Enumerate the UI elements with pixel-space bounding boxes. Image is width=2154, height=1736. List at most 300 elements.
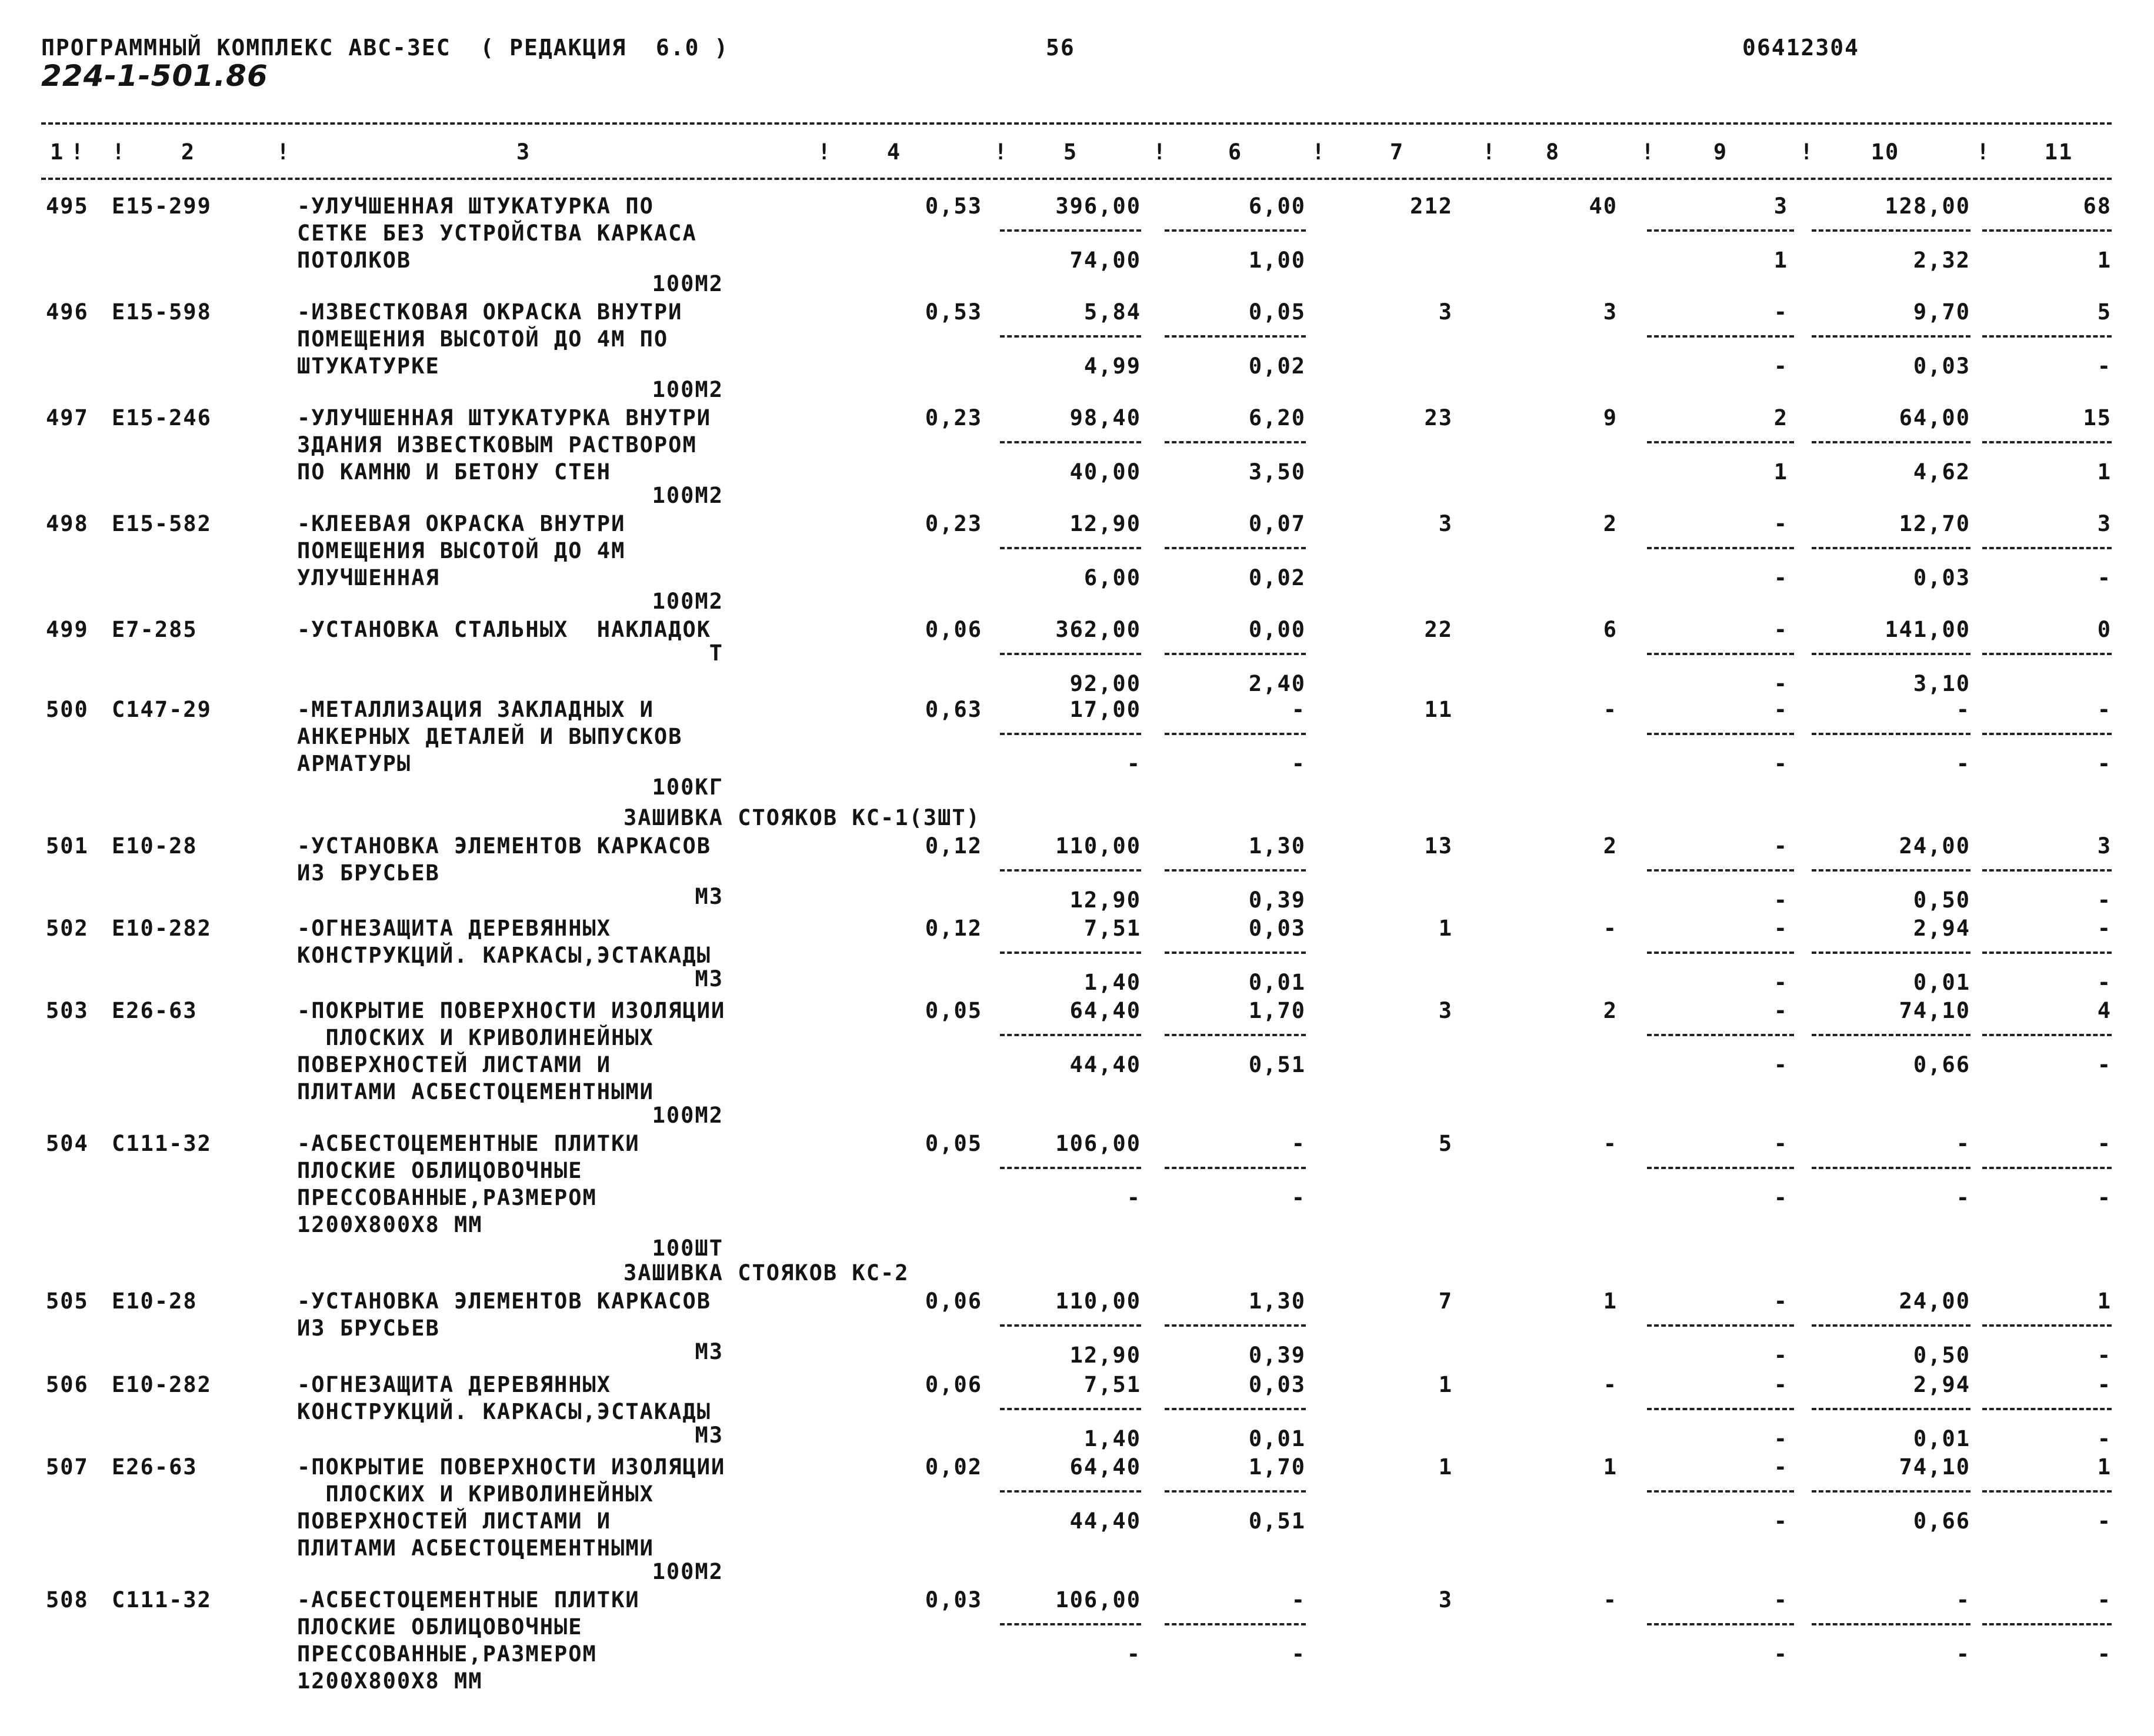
col10-value: 9,70 [1913, 299, 1970, 325]
col10-value: - [1956, 697, 1970, 722]
column-header-5: 5 [1063, 139, 1078, 165]
subtotal-rule [1647, 1034, 1794, 1036]
description-line: ПОТОЛКОВ [297, 248, 412, 273]
description-line: ПЛИТАМИ АСБЕСТОЦЕМЕНТНЫМИ [297, 1535, 654, 1561]
col11-secondary: - [2097, 1343, 2112, 1368]
description-line: ПРЕССОВАННЫЕ,РАЗМЕРОМ [297, 1641, 597, 1667]
col10-value: 64,00 [1899, 405, 1970, 430]
subtotal-rule [1647, 869, 1794, 872]
row-number: 502 [46, 916, 89, 941]
document-code: 06412304 [1742, 35, 1860, 61]
description-line: ПОМЕЩЕНИЯ ВЫСОТОЙ ДО 4М [297, 538, 626, 563]
description-line: ПЛОСКИХ И КРИВОЛИНЕЙНЫХ [297, 1025, 654, 1050]
col9-secondary: 1 [1773, 459, 1788, 485]
unit: М3 [695, 1423, 723, 1448]
column-separator: ! [1641, 139, 1656, 165]
column-separator: ! [1482, 139, 1497, 165]
col9-secondary: - [1773, 1052, 1788, 1077]
subtotal-rule [1647, 733, 1794, 735]
subtotal-rule [1647, 229, 1794, 232]
col7-value: 5 [1438, 1131, 1453, 1156]
subtotal-rule [1000, 1408, 1141, 1410]
description-line: ПЛИТАМИ АСБЕСТОЦЕМЕНТНЫМИ [297, 1079, 654, 1104]
column-separator: ! [1976, 139, 1991, 165]
column-header-8: 8 [1545, 139, 1561, 165]
col9-secondary: - [1773, 353, 1788, 379]
row-number: 497 [46, 405, 89, 430]
subtotal-rule [1165, 1167, 1306, 1169]
col5-secondary: 1,40 [1083, 1426, 1141, 1451]
col8-value: 1 [1603, 1454, 1618, 1480]
quantity: 0,03 [925, 1587, 982, 1613]
rate-code: Е10-282 [112, 916, 212, 941]
col7-value: 22 [1424, 617, 1453, 642]
rate-code: С111-32 [112, 1587, 212, 1613]
description-line: ИЗ БРУСЬЕВ [297, 860, 440, 886]
col11-value: 15 [2083, 405, 2112, 430]
subtotal-rule [1000, 1490, 1141, 1493]
col11-secondary: - [2097, 1185, 2112, 1210]
col9-secondary: - [1773, 1641, 1788, 1667]
column-header-9: 9 [1713, 139, 1728, 165]
subtotal-rule [1982, 1034, 2112, 1036]
col9-value: - [1773, 697, 1788, 722]
col5-secondary: 44,40 [1069, 1052, 1141, 1077]
col6-secondary: 0,51 [1248, 1508, 1306, 1534]
unit: 100ШТ [652, 1236, 723, 1261]
description-line: ШТУКАТУРКЕ [297, 353, 440, 379]
section-title: ЗАШИВКА СТОЯКОВ КС-2 [623, 1260, 909, 1286]
column-header-2: 2 [181, 139, 196, 165]
subtotal-rule [1812, 653, 1970, 655]
column-header-10: 10 [1870, 139, 1900, 165]
col7-value: 3 [1438, 998, 1453, 1023]
col5-value: 106,00 [1055, 1131, 1141, 1156]
subtotal-rule [1982, 1490, 2112, 1493]
col6-value: 0,03 [1248, 1372, 1306, 1397]
col11-secondary: - [2097, 353, 2112, 379]
col7-value: 212 [1410, 193, 1453, 219]
unit: 100М2 [652, 483, 723, 508]
subtotal-rule [1812, 335, 1970, 338]
description-line: 1200Х800Х8 ММ [297, 1668, 483, 1694]
column-separator: ! [1800, 139, 1815, 165]
rate-code: Е15-598 [112, 299, 212, 325]
column-separator: ! [994, 139, 1009, 165]
subtotal-rule [1982, 1167, 2112, 1169]
col10-secondary: - [1956, 1185, 1970, 1210]
rate-code: Е10-28 [112, 1288, 198, 1314]
col10-secondary: 0,50 [1913, 1343, 1970, 1368]
description-line: -АСБЕСТОЦЕМЕНТНЫЕ ПЛИТКИ [297, 1131, 640, 1156]
col10-value: 74,10 [1899, 1454, 1970, 1480]
col5-secondary: - [1126, 1185, 1141, 1210]
col10-value: 128,00 [1885, 193, 1970, 219]
col5-value: 12,90 [1069, 511, 1141, 536]
col11-value: - [2097, 1587, 2112, 1613]
column-separator: ! [1312, 139, 1326, 165]
col11-value: 4 [2097, 998, 2112, 1023]
col11-value: 1 [2097, 1288, 2112, 1314]
col11-secondary: - [2097, 751, 2112, 776]
subtotal-rule [1000, 1034, 1141, 1036]
subtotal-rule [1165, 1408, 1306, 1410]
col9-secondary: - [1773, 1343, 1788, 1368]
col6-secondary: - [1291, 1641, 1306, 1667]
col5-value: 17,00 [1069, 697, 1141, 722]
col8-value: 1 [1603, 1288, 1618, 1314]
quantity: 0,12 [925, 833, 982, 859]
col6-secondary: 0,01 [1248, 1426, 1306, 1451]
unit: 100М2 [652, 271, 723, 296]
subtotal-rule [1000, 1623, 1141, 1625]
rate-code: Е10-282 [112, 1372, 212, 1397]
subtotal-rule [1982, 547, 2112, 549]
subtotal-rule [1000, 229, 1141, 232]
subtotal-rule [1812, 1324, 1970, 1327]
col5-value: 110,00 [1055, 833, 1141, 859]
subtotal-rule [1647, 335, 1794, 338]
col6-value: - [1291, 1131, 1306, 1156]
col10-secondary: 4,62 [1913, 459, 1970, 485]
col10-value: - [1956, 1587, 1970, 1613]
col6-secondary: 2,40 [1248, 671, 1306, 696]
col6-value: 0,00 [1248, 617, 1306, 642]
subtotal-rule [1000, 1167, 1141, 1169]
col5-secondary: 40,00 [1069, 459, 1141, 485]
quantity: 0,23 [925, 405, 982, 430]
col5-secondary: 12,90 [1069, 887, 1141, 913]
col8-value: 2 [1603, 998, 1618, 1023]
rate-code: Е26-63 [112, 998, 198, 1023]
subtotal-rule [1647, 952, 1794, 954]
col9-value: - [1773, 299, 1788, 325]
quantity: 0,63 [925, 697, 982, 722]
col5-value: 64,40 [1069, 998, 1141, 1023]
subtotal-rule [1982, 869, 2112, 872]
col11-value: 1 [2097, 1454, 2112, 1480]
col7-value: 23 [1424, 405, 1453, 430]
header-rule [41, 178, 2112, 180]
col5-secondary: 4,99 [1083, 353, 1141, 379]
subtotal-rule [1165, 1034, 1306, 1036]
handwritten-doc-number: 224-1-501.86 [41, 59, 268, 93]
col6-secondary: - [1291, 751, 1306, 776]
col10-secondary: 0,01 [1913, 970, 1970, 995]
col10-value: 24,00 [1899, 1288, 1970, 1314]
col6-value: 6,00 [1248, 193, 1306, 219]
col11-value: 5 [2097, 299, 2112, 325]
row-number: 501 [46, 833, 89, 859]
col6-value: 1,70 [1248, 1454, 1306, 1480]
col8-value: 3 [1603, 299, 1618, 325]
row-number: 500 [46, 697, 89, 722]
col6-value: 1,30 [1248, 833, 1306, 859]
subtotal-rule [1165, 869, 1306, 872]
col10-secondary: - [1956, 751, 1970, 776]
column-header-4: 4 [886, 139, 902, 165]
subtotal-rule [1647, 1408, 1794, 1410]
subtotal-rule [1812, 1034, 1970, 1036]
description-line: ПОВЕРХНОСТЕЙ ЛИСТАМИ И [297, 1052, 612, 1077]
col9-value: 3 [1773, 193, 1788, 219]
col11-secondary: - [2097, 1641, 2112, 1667]
subtotal-rule [1982, 1623, 2112, 1625]
quantity: 0,53 [925, 299, 982, 325]
column-header-3: 3 [516, 139, 531, 165]
col6-secondary: 0,02 [1248, 565, 1306, 590]
description-line: -УЛУЧШЕННАЯ ШТУКАТУРКА ПО [297, 193, 654, 219]
col6-secondary: 0,39 [1248, 887, 1306, 913]
col5-secondary: 6,00 [1083, 565, 1141, 590]
col7-value: 1 [1438, 1454, 1453, 1480]
col6-value: 6,20 [1248, 405, 1306, 430]
subtotal-rule [1165, 441, 1306, 443]
subtotal-rule [1165, 952, 1306, 954]
col5-value: 110,00 [1055, 1288, 1141, 1314]
quantity: 0,12 [925, 916, 982, 941]
row-number: 499 [46, 617, 89, 642]
subtotal-rule [1812, 952, 1970, 954]
unit: М3 [695, 966, 723, 991]
col6-secondary: 1,00 [1248, 248, 1306, 273]
subtotal-rule [1165, 653, 1306, 655]
description-line: 1200Х800Х8 ММ [297, 1212, 483, 1237]
subtotal-rule [1000, 441, 1141, 443]
rate-code: Е15-246 [112, 405, 212, 430]
subtotal-rule [1165, 229, 1306, 232]
description-line: -АСБЕСТОЦЕМЕНТНЫЕ ПЛИТКИ [297, 1587, 640, 1613]
unit: М3 [695, 1339, 723, 1364]
col9-secondary: - [1773, 751, 1788, 776]
subtotal-rule [1165, 547, 1306, 549]
quantity: 0,06 [925, 1372, 982, 1397]
subtotal-rule [1982, 952, 2112, 954]
col5-secondary: 74,00 [1069, 248, 1141, 273]
col7-value: 13 [1424, 833, 1453, 859]
column-separator: ! [276, 139, 291, 165]
rate-code: С147-29 [112, 697, 212, 722]
col11-value: - [2097, 697, 2112, 722]
unit: М3 [695, 884, 723, 909]
description-line: -ОГНЕЗАЩИТА ДЕРЕВЯННЫХ [297, 1372, 612, 1397]
col10-secondary: - [1956, 1641, 1970, 1667]
col6-value: - [1291, 697, 1306, 722]
col6-secondary: 0,51 [1248, 1052, 1306, 1077]
col9-secondary: - [1773, 1426, 1788, 1451]
col5-value: 64,40 [1069, 1454, 1141, 1480]
row-number: 506 [46, 1372, 89, 1397]
subtotal-rule [1982, 441, 2112, 443]
quantity: 0,06 [925, 1288, 982, 1314]
col10-secondary: 0,01 [1913, 1426, 1970, 1451]
column-header-7: 7 [1389, 139, 1405, 165]
subtotal-rule [1812, 229, 1970, 232]
col5-value: 106,00 [1055, 1587, 1141, 1613]
subtotal-rule [1165, 1490, 1306, 1493]
subtotal-rule [1000, 547, 1141, 549]
col10-secondary: 2,32 [1913, 248, 1970, 273]
col11-secondary: - [2097, 1508, 2112, 1534]
col11-value: 3 [2097, 511, 2112, 536]
description-line: -КЛЕЕВАЯ ОКРАСКА ВНУТРИ [297, 511, 626, 536]
column-separator: ! [112, 139, 126, 165]
col5-value: 362,00 [1055, 617, 1141, 642]
row-number: 498 [46, 511, 89, 536]
col11-value: 3 [2097, 833, 2112, 859]
col10-secondary: 0,03 [1913, 565, 1970, 590]
quantity: 0,06 [925, 617, 982, 642]
col6-secondary: 0,39 [1248, 1343, 1306, 1368]
col9-secondary: - [1773, 565, 1788, 590]
col10-value: 24,00 [1899, 833, 1970, 859]
rate-code: Е15-299 [112, 193, 212, 219]
col8-value: 2 [1603, 833, 1618, 859]
subtotal-rule [1647, 1167, 1794, 1169]
description-line: -ИЗВЕСТКОВАЯ ОКРАСКА ВНУТРИ [297, 299, 683, 325]
col6-secondary: 3,50 [1248, 459, 1306, 485]
rate-code: Е26-63 [112, 1454, 198, 1480]
subtotal-rule [1982, 1408, 2112, 1410]
subtotal-rule [1812, 733, 1970, 735]
col6-secondary: 0,02 [1248, 353, 1306, 379]
col10-value: 141,00 [1885, 617, 1970, 642]
subtotal-rule [1647, 441, 1794, 443]
column-header-11: 11 [2044, 139, 2073, 165]
col9-secondary: - [1773, 970, 1788, 995]
subtotal-rule [1165, 733, 1306, 735]
col9-secondary: 1 [1773, 248, 1788, 273]
col7-value: 1 [1438, 916, 1453, 941]
subtotal-rule [1982, 229, 2112, 232]
description-line: ЗДАНИЯ ИЗВЕСТКОВЫМ РАСТВОРОМ [297, 432, 697, 458]
subtotal-rule [1812, 1167, 1970, 1169]
subtotal-rule [1982, 733, 2112, 735]
description-line: -ПОКРЫТИЕ ПОВЕРХНОСТИ ИЗОЛЯЦИИ [297, 1454, 726, 1480]
quantity: 0,05 [925, 1131, 982, 1156]
col6-value: 1,70 [1248, 998, 1306, 1023]
col11-secondary: 1 [2097, 248, 2112, 273]
subtotal-rule [1812, 1408, 1970, 1410]
row-number: 495 [46, 193, 89, 219]
column-header-6: 6 [1228, 139, 1243, 165]
rate-code: Е15-582 [112, 511, 212, 536]
col7-value: 7 [1438, 1288, 1453, 1314]
description-line: ИЗ БРУСЬЕВ [297, 1316, 440, 1341]
col7-value: 11 [1424, 697, 1453, 722]
col10-value: - [1956, 1131, 1970, 1156]
description-line: -УСТАНОВКА СТАЛЬНЫХ НАКЛАДОК [297, 617, 712, 642]
col5-value: 5,84 [1083, 299, 1141, 325]
col5-secondary: 12,90 [1069, 1343, 1141, 1368]
description-line: ПО КАМНЮ И БЕТОНУ СТЕН [297, 459, 612, 485]
col5-secondary: - [1126, 1641, 1141, 1667]
col5-value: 7,51 [1083, 1372, 1141, 1397]
description-line: КОНСТРУКЦИЙ. КАРКАСЫ,ЭСТАКАДЫ [297, 943, 712, 968]
subtotal-rule [1647, 1324, 1794, 1327]
col7-value: 3 [1438, 511, 1453, 536]
col6-secondary: 0,01 [1248, 970, 1306, 995]
subtotal-rule [1647, 547, 1794, 549]
col11-value: 68 [2083, 193, 2112, 219]
col10-value: 2,94 [1913, 916, 1970, 941]
col11-secondary: - [2097, 565, 2112, 590]
col6-value: 0,07 [1248, 511, 1306, 536]
subtotal-rule [1812, 869, 1970, 872]
col5-value: 98,40 [1069, 405, 1141, 430]
col9-value: - [1773, 833, 1788, 859]
col7-value: 3 [1438, 299, 1453, 325]
row-number: 503 [46, 998, 89, 1023]
col5-secondary: - [1126, 751, 1141, 776]
col9-value: - [1773, 1454, 1788, 1480]
unit: 100М2 [652, 1559, 723, 1584]
col10-secondary: 0,50 [1913, 887, 1970, 913]
col8-value: - [1603, 1131, 1618, 1156]
subtotal-rule [1812, 547, 1970, 549]
subtotal-rule [1647, 653, 1794, 655]
col10-secondary: 0,03 [1913, 353, 1970, 379]
subtotal-rule [1982, 335, 2112, 338]
col8-value: - [1603, 916, 1618, 941]
subtotal-rule [1000, 733, 1141, 735]
subtotal-rule [1165, 1324, 1306, 1327]
quantity: 0,02 [925, 1454, 982, 1480]
row-number: 504 [46, 1131, 89, 1156]
description-line: ПОВЕРХНОСТЕЙ ЛИСТАМИ И [297, 1508, 612, 1534]
page-number: 56 [1046, 35, 1075, 61]
description-line: АРМАТУРЫ [297, 751, 412, 776]
col5-secondary: 92,00 [1069, 671, 1141, 696]
subtotal-rule [1000, 335, 1141, 338]
col9-secondary: - [1773, 1185, 1788, 1210]
col7-value: 1 [1438, 1372, 1453, 1397]
col8-value: - [1603, 1587, 1618, 1613]
description-line: -ОГНЕЗАЩИТА ДЕРЕВЯННЫХ [297, 916, 612, 941]
col8-value: 9 [1603, 405, 1618, 430]
col5-secondary: 1,40 [1083, 970, 1141, 995]
col5-value: 7,51 [1083, 916, 1141, 941]
col7-value: 3 [1438, 1587, 1453, 1613]
description-line: -ПОКРЫТИЕ ПОВЕРХНОСТИ ИЗОЛЯЦИИ [297, 998, 726, 1023]
col11-secondary: 1 [2097, 459, 2112, 485]
col9-value: - [1773, 916, 1788, 941]
col9-value: - [1773, 1288, 1788, 1314]
col8-value: - [1603, 697, 1618, 722]
col9-value: 2 [1773, 405, 1788, 430]
subtotal-rule [1812, 441, 1970, 443]
col8-value: 2 [1603, 511, 1618, 536]
col5-value: 396,00 [1055, 193, 1141, 219]
col11-secondary: - [2097, 970, 2112, 995]
col9-value: - [1773, 1372, 1788, 1397]
description-line: СЕТКЕ БЕЗ УСТРОЙСТВА КАРКАСА [297, 221, 697, 246]
quantity: 0,23 [925, 511, 982, 536]
subtotal-rule [1000, 653, 1141, 655]
description-line: УЛУЧШЕННАЯ [297, 565, 440, 590]
subtotal-rule [1982, 653, 2112, 655]
col11-secondary: - [2097, 1426, 2112, 1451]
row-number: 508 [46, 1587, 89, 1613]
col6-value: 0,03 [1248, 916, 1306, 941]
col9-value: - [1773, 617, 1788, 642]
col6-secondary: - [1291, 1185, 1306, 1210]
unit: 100М2 [652, 1103, 723, 1128]
quantity: 0,05 [925, 998, 982, 1023]
subtotal-rule [1812, 1490, 1970, 1493]
column-header-1: 1 [50, 139, 65, 165]
subtotal-rule [1165, 1623, 1306, 1625]
